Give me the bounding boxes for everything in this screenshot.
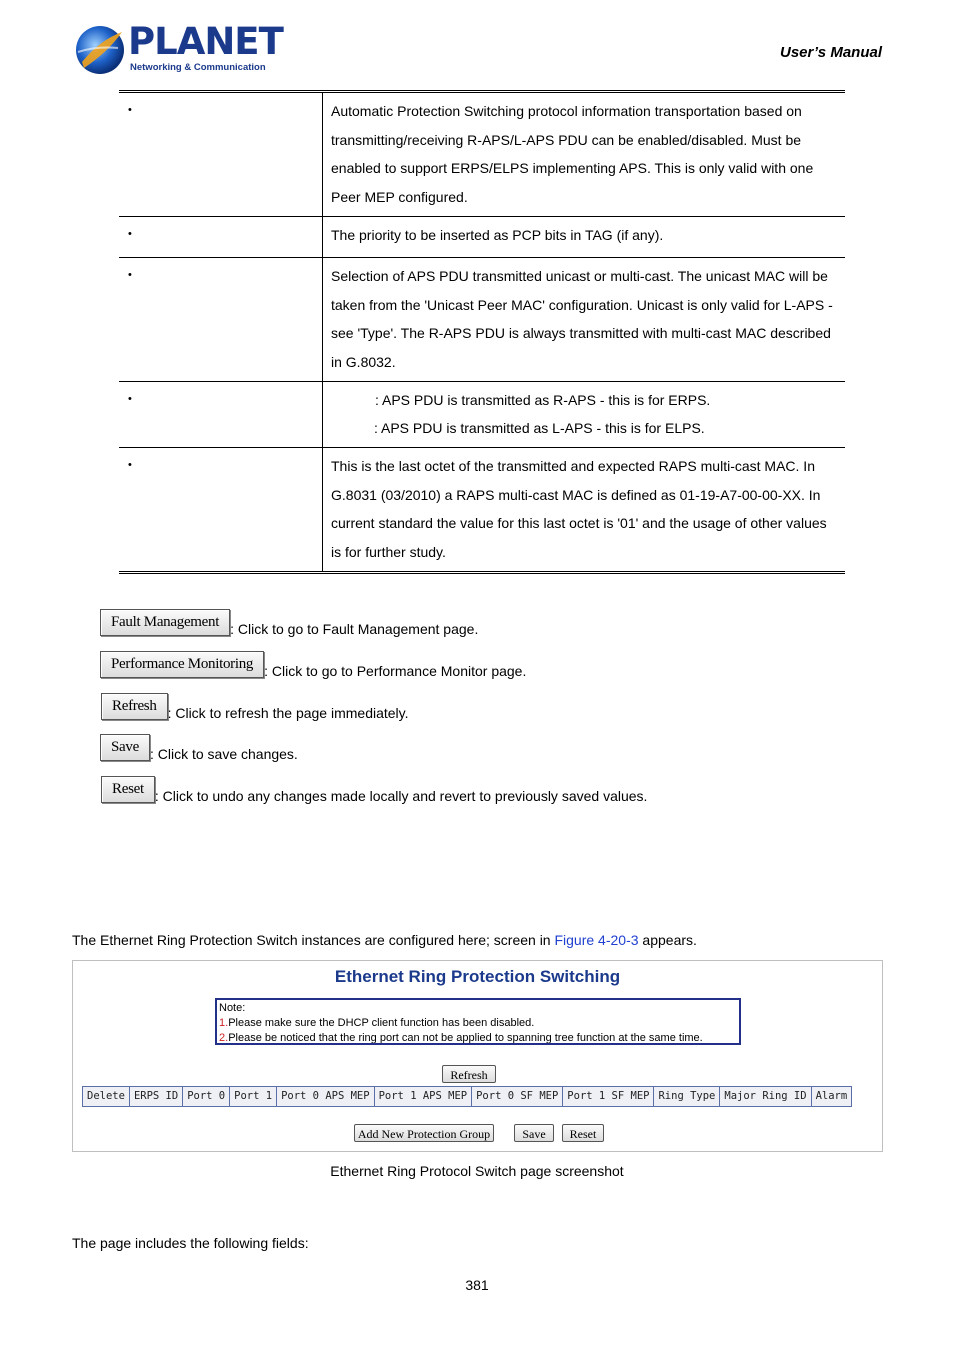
table-row [119,92,845,217]
description-cell [323,257,846,381]
button-description: : Click to undo any changes made locally and revert to previously saved values. [154,788,648,804]
reset-button[interactable]: Reset [101,776,155,803]
logo-wordmark: PLANET [128,20,283,63]
bullet-icon: • [128,459,132,472]
description-line: Peer MEP configured. [331,189,468,206]
description-cell [323,216,846,257]
screenshot-title: Ethernet Ring Protection Switching [334,967,621,986]
fields-intro: The page includes the following fields: [72,1235,309,1251]
note-number: 1. [219,1017,229,1029]
fault-management-row [100,609,478,636]
button-description: : Click to go to Fault Management page. [230,621,479,637]
bullet-icon: • [128,392,132,405]
column-header: Alarm [812,1087,852,1106]
intro-paragraph [72,932,697,948]
reset-row [101,776,647,803]
save-row [100,734,298,761]
bullet-icon: • [128,268,132,281]
note-box [215,998,741,1045]
table-row [119,216,845,257]
description-line: : APS PDU is transmitted as R-APS - this is for ERPS. [375,391,711,408]
description-line: enabled to support ERPS/ELPS implementing APS. This is only valid with one [331,160,814,177]
manual-label: User’s Manual [780,44,882,61]
description-line: current standard the value for this last octet is '01' and the usage of other values [331,515,827,532]
column-header: Port 0 [183,1087,230,1106]
table-row [119,257,845,381]
button-description: : Click to go to Performance Monitor page. [264,663,527,679]
description-line: is for further study. [331,544,446,561]
description-cell [323,92,846,217]
note-line [219,1031,737,1045]
button-description: : Click to refresh the page immediately. [167,705,409,721]
table-row [119,448,845,573]
column-header: Port 0 SF MEP [472,1087,563,1106]
planet-logo [74,20,283,78]
page-number: 381 [465,1277,489,1293]
description-line: see 'Type'. The R-APS PDU is always transmitted with multi-cast MAC described [331,325,831,342]
column-header: Ring Type [654,1087,720,1106]
note-line [219,1016,737,1031]
intro-text: The Ethernet Ring Protection Switch instances are configured here; screen in [72,932,555,948]
save-button[interactable]: Save [100,734,150,761]
figure-caption: Ethernet Ring Protocol Switch page screenshot [330,1163,624,1179]
column-header: Port 1 SF MEP [563,1087,654,1106]
description-cell [323,381,846,447]
performance-monitoring-button[interactable]: Performance Monitoring [100,651,264,678]
screenshot-save-button[interactable]: Save [514,1124,554,1142]
fault-management-button[interactable]: Fault Management [100,609,230,636]
column-header: Delete [83,1087,130,1106]
description-line: transmitting/receiving R-APS/L-APS PDU can be enabled/disabled. Must be [331,131,802,148]
description-line: The priority to be inserted as PCP bits in TAG (if any). [331,226,664,243]
refresh-button[interactable]: Refresh [101,693,168,720]
column-header: ERPS ID [130,1087,183,1106]
note-text: Please make sure the DHCP client function has been disabled. [228,1017,535,1029]
erps-table-header [82,1086,852,1107]
bullet-icon: • [128,104,132,116]
button-description: : Click to save changes. [149,746,298,762]
description-line: This is the last octet of the transmitted and expected RAPS multi-cast MAC. In [331,458,815,475]
figure-link[interactable]: Figure 4-20-3 [554,932,639,948]
erps-screenshot [72,960,883,1152]
description-line: G.8031 (03/2010) a RAPS multi-cast MAC is defined as 01-19-A7-00-00-XX. In [331,486,821,503]
parameter-table [119,90,845,574]
add-new-protection-group-button[interactable]: Add New Protection Group [354,1124,494,1142]
column-header: Port 1 APS MEP [375,1087,473,1106]
note-text: Please be noticed that the ring port can not be applied to spanning tree function at the same time. [228,1032,703,1044]
bullet-icon: • [128,227,132,240]
description-line: taken from the 'Unicast Peer MAC' configuration. Unicast is only valid for L-APS - [331,296,833,313]
refresh-row [101,693,409,720]
description-line: Selection of APS PDU transmitted unicast or multi-cast. The unicast MAC will be [331,267,828,284]
column-header: Major Ring ID [720,1087,811,1106]
description-line: : APS PDU is transmitted as L-APS - this is for ELPS. [374,420,705,437]
column-header: Port 1 [230,1087,277,1106]
screenshot-reset-button[interactable]: Reset [562,1124,604,1142]
description-line: Automatic Protection Switching protocol information transportation based on [331,103,802,119]
column-header: Port 0 APS MEP [277,1087,375,1106]
logo-tagline: Networking & Communication [130,62,266,73]
description-line: in G.8032. [331,353,396,370]
intro-text: appears. [638,932,697,948]
note-label: Note: [219,1002,246,1014]
performance-monitoring-row [100,651,526,678]
screenshot-refresh-button[interactable]: Refresh [442,1065,496,1083]
table-row [119,381,845,447]
note-number: 2. [219,1032,229,1044]
description-cell [323,448,846,573]
